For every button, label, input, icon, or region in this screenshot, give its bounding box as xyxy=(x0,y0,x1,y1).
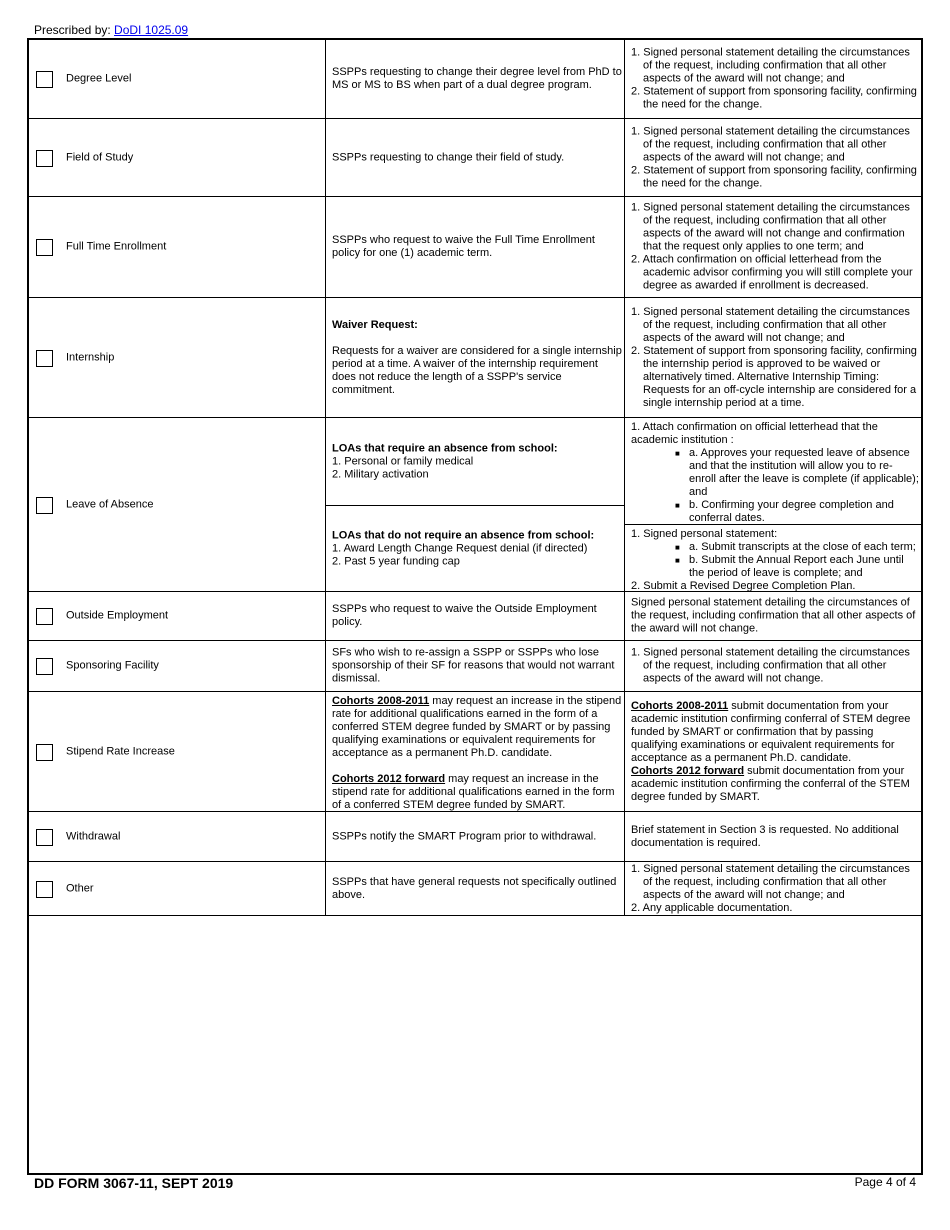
stipend-requirement-b: submit documentation from your academic institution confirming the conferral of the STEM degree funded by SMART. xyxy=(631,764,910,803)
request-table xyxy=(27,38,923,1175)
withdrawal-requirement: Brief statement in Section 3 is requested. No additional documentation is required. xyxy=(631,823,899,849)
loa-absence-requirements xyxy=(631,421,919,525)
requirement-item: 1. Signed personal statement: xyxy=(631,528,778,540)
full-time-enrollment-requirements xyxy=(631,202,919,293)
requirement-item: 2. Attach confirmation on official letterhead from the academic advisor confirming you will still complete your degree as awarded if enrollment is decreased. xyxy=(631,253,913,292)
requirement-item: 1. Signed personal statement detailing the circumstances of the request, including confirmation that all other aspects of the award will not change; and xyxy=(631,125,910,163)
outside-employment-requirement: Signed personal statement detailing the circumstances of the request, including confirmation that all other aspects of the award will not change. xyxy=(631,596,916,635)
requirement-item: 1. Signed personal statement detailing the circumstances of the request, including confirmation that all other aspects of the award will not change; and xyxy=(631,305,910,344)
form-number: DD FORM 3067-11, SEPT 2019 xyxy=(34,1175,234,1191)
leave-of-absence-checkbox[interactable] xyxy=(36,497,53,514)
full-time-enrollment-description: SSPPs who request to waive the Full Time Enrollment policy for one (1) academic term. xyxy=(332,234,595,259)
stipend-description xyxy=(332,695,622,812)
prescribed-by xyxy=(34,23,188,37)
loa-no-absence-item: 1. Award Length Change Request denial (if directed) xyxy=(332,542,588,555)
loa-no-absence-heading: LOAs that do not require an absence from school: xyxy=(332,529,595,542)
full-time-enrollment-checkbox[interactable] xyxy=(36,239,53,256)
requirement-item: 2. Statement of support from sponsoring facility, confirming the internship period is approved to be waived or alternatively timed. Alternative Internship Timing: Requests for an off-cycle internship are considered for a single internship period at a time. xyxy=(631,344,917,409)
internship-checkbox[interactable] xyxy=(36,350,53,367)
other-checkbox[interactable] xyxy=(36,881,53,898)
requirement-item: 1. Signed personal statement detailing the circumstances of the request, including confirmation that all other aspects of the award will not change; and xyxy=(631,862,910,901)
field-of-study-description: SSPPs requesting to change their field of study. xyxy=(332,151,565,163)
requirement-item: 2. Submit a Revised Degree Completion Plan. xyxy=(631,580,856,592)
withdrawal-label: Withdrawal xyxy=(66,830,121,842)
internship-description-block xyxy=(332,319,622,397)
loa-absence-heading: LOAs that require an absence from school: xyxy=(332,442,558,454)
row-leave-of-absence xyxy=(29,418,921,592)
requirement-item: 2. Statement of support from sponsoring facility, confirming the need for the change. xyxy=(631,85,917,111)
row-field-of-study xyxy=(29,119,921,197)
requirement-subitem: ■ a. Approves your requested leave of absence and that the institution will allow you to re-enroll after the leave is complete (if applicable); and xyxy=(675,447,919,499)
field-of-study-label: Field of Study xyxy=(66,151,134,163)
leave-of-absence-label: Leave of Absence xyxy=(66,498,154,510)
requirement-subitem: ■ b. Submit the Annual Report each June until the period of leave is complete; and xyxy=(675,554,919,580)
row-degree-level xyxy=(29,40,921,119)
internship-requirements xyxy=(631,306,919,410)
stipend-requirement-a: submit documentation from your academic institution confirming conferral of STEM degree funded by SMART or confirmation that by passing qualifying examinations or equivalent requirements for acceptance as a permanent Ph.D. candidate. xyxy=(631,699,911,764)
stipend-rate-increase-checkbox[interactable] xyxy=(36,744,53,761)
row-outside-employment xyxy=(29,592,921,641)
sponsoring-facility-requirements xyxy=(631,647,919,686)
outside-employment-label: Outside Employment xyxy=(66,609,169,622)
row-full-time-enrollment xyxy=(29,197,921,298)
row-other xyxy=(29,862,921,916)
cohort-2008-2011-label: Cohorts 2008-2011 xyxy=(332,695,430,707)
stipend-description-b: may request an increase in the stipend rate for additional qualifications earned in the form of a conferred STEM degree funded by SMART. xyxy=(332,773,615,811)
stipend-requirements xyxy=(631,700,919,804)
requirement-item: 2. Any applicable documentation. xyxy=(631,901,793,914)
degree-level-checkbox[interactable] xyxy=(36,71,53,88)
other-label: Other xyxy=(66,882,94,894)
page-number: Page 4 of 4 xyxy=(854,1175,916,1189)
requirement-subitem: ■ a. Submit transcripts at the close of each term; xyxy=(675,541,919,554)
loa-no-absence-item: 2. Past 5 year funding cap xyxy=(332,555,460,568)
degree-level-description: SSPPs requesting to change their degree level from PhD to MS or MS to BS when part of a dual degree program. xyxy=(332,66,622,91)
stipend-description-a: may request an increase in the stipend rate for additional qualifications earned in the form of a conferred STEM degree funded by SMART or by passing qualifying examinations or equivalent requirements for acceptance as a permanent Ph.D. candidate. xyxy=(332,695,622,759)
loa-no-absence-description xyxy=(332,530,622,569)
row-internship xyxy=(29,298,921,418)
loa-absence-description xyxy=(332,442,622,481)
requirement-item: 1. Signed personal statement detailing the circumstances of the request, including confirmation that all other aspects of the award will not change. xyxy=(631,646,910,685)
requirement-subitem: ■ b. Confirming your degree completion and conferral dates. xyxy=(675,499,919,525)
outside-employment-checkbox[interactable] xyxy=(36,608,53,625)
sponsoring-facility-checkbox[interactable] xyxy=(36,658,53,675)
cohort-2012-forward-label: Cohorts 2012 forward xyxy=(332,773,446,785)
dodi-link[interactable]: DoDI 1025.09 xyxy=(114,23,189,37)
degree-level-requirements xyxy=(631,47,919,112)
field-of-study-requirements xyxy=(631,125,919,190)
requirement-item: 1. Attach confirmation on official letterhead that the academic institution : xyxy=(631,421,878,446)
withdrawal-description: SSPPs notify the SMART Program prior to withdrawal. xyxy=(332,830,597,842)
cohort-2012-forward-label: Cohorts 2012 forward xyxy=(631,764,745,777)
requirement-item: 1. Signed personal statement detailing the circumstances of the request, including confirmation that all other aspects of the award will not change and confirmation that the request only applies to one term; and xyxy=(631,201,910,253)
loa-absence-item: 2. Military activation xyxy=(332,468,429,480)
field-of-study-checkbox[interactable] xyxy=(36,150,53,167)
cohort-2008-2011-label: Cohorts 2008-2011 xyxy=(631,699,729,712)
row-sponsoring-facility xyxy=(29,641,921,692)
stipend-rate-increase-label: Stipend Rate Increase xyxy=(66,745,175,757)
internship-description: Requests for a waiver are considered for a single internship period at a time. A waiver of the internship requirement does not reduce the length of a SSPP's service commitment. xyxy=(332,344,622,396)
row-withdrawal xyxy=(29,812,921,862)
other-requirements xyxy=(631,863,919,915)
loa-absence-item: 1. Personal or family medical xyxy=(332,455,474,467)
degree-level-label: Degree Level xyxy=(66,72,132,85)
internship-label: Internship xyxy=(66,351,115,363)
row-stipend-rate-increase xyxy=(29,692,921,812)
withdrawal-checkbox[interactable] xyxy=(36,829,53,846)
full-time-enrollment-label: Full Time Enrollment xyxy=(66,240,167,253)
requirement-item: 2. Statement of support from sponsoring facility, confirming the need for the change. xyxy=(631,164,917,189)
outside-employment-description: SSPPs who request to waive the Outside Employment policy. xyxy=(332,603,597,628)
loa-no-absence-requirements xyxy=(631,528,919,593)
other-description: SSPPs that have general requests not specifically outlined above. xyxy=(332,875,617,901)
sponsoring-facility-label: Sponsoring Facility xyxy=(66,659,159,672)
sponsoring-facility-description: SFs who wish to re-assign a SSPP or SSPPs who lose sponsorship of their SF for reasons that would not warrant dismissal. xyxy=(332,646,615,685)
prescribed-label: Prescribed by: xyxy=(34,23,115,37)
requirement-item: 1. Signed personal statement detailing the circumstances of the request, including confirmation that all other aspects of the award will not change; and xyxy=(631,46,910,85)
internship-heading: Waiver Request: xyxy=(332,318,418,331)
